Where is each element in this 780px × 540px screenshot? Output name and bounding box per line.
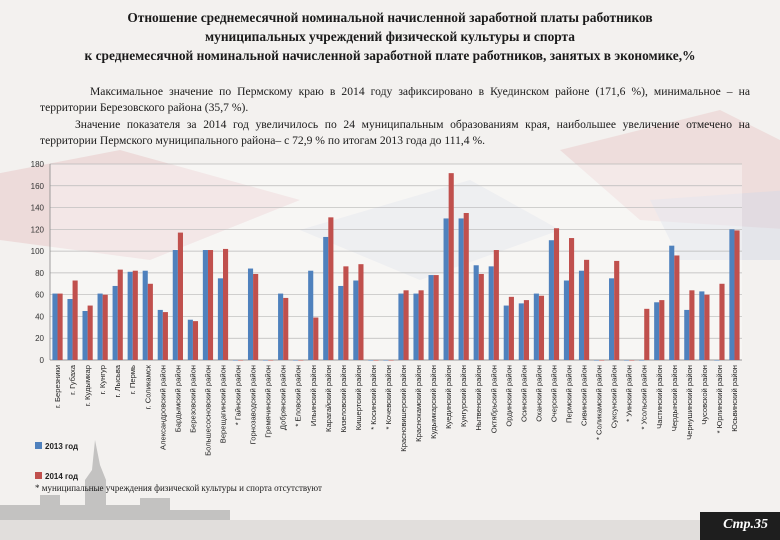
bar-2014 [148,284,153,360]
x-tick-label: г. Губаха [68,365,78,395]
bar-2014 [253,274,258,360]
bar-2013 [233,360,238,361]
x-tick-label: Краснокамский район [414,365,424,442]
bar-2013 [519,303,524,360]
bar-2014 [388,360,393,361]
bar-2014 [298,360,303,361]
x-tick-label: * Кочевский район [383,365,393,430]
x-tick-label: Сивинский район [579,365,589,427]
bar-2014 [163,312,168,360]
bar-2013 [278,294,283,360]
bar-2013 [158,310,163,360]
bar-2013 [549,240,554,360]
bar-2013 [699,291,704,360]
bar-2013 [113,286,118,360]
page-number-badge [700,512,780,540]
x-tick-label: Нытвенский район [474,365,484,431]
y-tick-label: 140 [30,203,44,213]
bar-2014 [449,173,454,360]
bar-2014 [208,250,213,360]
bar-2013 [293,360,298,361]
x-tick-label: Красновишерский район [399,365,409,452]
x-tick-label: г. Соликамск [143,365,153,410]
x-tick-label: г. Лысьва [113,365,123,398]
x-tick-label: Березовский район [188,365,198,433]
bar-chart [0,150,780,490]
x-tick-label: Горнозаводский район [248,365,258,445]
bar-2014 [464,213,469,360]
plot-area [50,164,742,360]
bar-2013 [564,281,569,360]
x-tick-label: * Усольский район [639,365,649,430]
bar-2013 [504,306,509,360]
bar-2014 [644,309,649,360]
bar-2014 [569,238,574,360]
x-tick-label: Добрянский район [278,365,288,431]
y-tick-label: 60 [35,290,44,300]
x-tick-label: Чернушинский район [684,365,694,440]
x-tick-label: Оханский район [534,365,544,422]
legend-label: 2013 год [45,442,79,451]
bar-2014 [358,264,363,360]
bar-2013 [338,286,343,360]
bar-2013 [143,271,148,360]
bar-2014 [479,274,484,360]
bar-2013 [398,294,403,360]
bar-2014 [133,271,138,360]
x-tick-label: Верещагинский район [218,365,228,444]
y-tick-label: 80 [35,268,44,278]
bar-2014 [434,275,439,360]
bar-2013 [308,271,313,360]
x-tick-label: Осинский район [519,365,529,422]
bar-2013 [248,269,253,360]
bar-2013 [594,360,599,361]
bar-2013 [609,278,614,360]
x-tick-label: Суксунский район [609,365,619,429]
bar-2013 [534,294,539,360]
bar-2014 [58,294,63,360]
bar-2014 [404,290,409,360]
y-tick-label: 160 [30,181,44,191]
bar-2014 [629,360,634,361]
bar-2013 [624,360,629,361]
x-tick-label: г. Кунгур [98,365,108,395]
bar-2014 [283,298,288,360]
x-tick-label: Александровский район [158,365,168,450]
bar-2014 [524,300,529,360]
bar-2013 [729,229,734,360]
bar-2013 [128,272,133,360]
bar-2013 [579,271,584,360]
bar-2014 [599,360,604,361]
bar-2014 [118,270,123,360]
x-tick-label: Ильинский район [308,365,318,427]
legend-swatch [35,472,42,479]
bar-2014 [343,266,348,360]
x-tick-label: Юсьвинский район [729,365,739,432]
y-tick-label: 40 [35,312,44,322]
bar-2014 [193,321,198,360]
legend-label: 2014 год [45,472,79,481]
x-tick-label: Очерский район [549,365,559,423]
bar-2013 [428,275,433,360]
page-number: Стр.35 [723,517,768,532]
footnote: * муниципальные учреждения физической культуры и спорта отсутствуют [35,483,322,493]
bar-2014 [584,260,589,360]
bar-2014 [734,230,739,360]
bar-2013 [459,218,464,360]
x-tick-label: * Юрлинский район [714,365,724,434]
bar-2013 [52,294,57,360]
bar-2013 [323,237,328,360]
bar-2013 [173,250,178,360]
bar-2013 [684,310,689,360]
bar-2013 [67,299,72,360]
y-tick-label: 20 [35,334,44,344]
bar-2014 [689,290,694,360]
x-tick-label: г. Березники [53,365,63,409]
x-tick-label: Куединский район [444,365,454,429]
bar-2013 [489,266,494,360]
x-tick-label: Карагайский район [323,365,333,432]
x-tick-label: * Еловский район [293,365,303,427]
bar-2013 [669,246,674,360]
bar-2013 [203,250,208,360]
bar-2014 [539,296,544,360]
page-title: Отношение среднемесячной номинальной начисленной заработной платы работников муниципальных учреждений физической культуры и спорта к среднемесячной номинальной начисленной заработной плате работников, занятых в экономике,% [84,10,696,63]
bar-2014 [178,233,183,360]
x-tick-label: * Гайнский район [233,365,243,426]
bar-2013 [98,294,103,360]
bar-2013 [353,281,358,360]
x-tick-label: Кишертский район [353,365,363,431]
bar-2014 [509,297,514,360]
bar-2013 [639,360,644,361]
x-tick-label: * Уинский район [624,365,634,422]
x-tick-label: Гремячинский район [263,365,273,438]
bar-2014 [313,318,318,360]
x-tick-label: * Косинский район [368,365,378,430]
x-tick-label: Чусовской район [699,365,709,425]
y-tick-label: 100 [30,247,44,257]
bar-2014 [238,360,243,361]
bar-2013 [474,265,479,360]
x-tick-label: г. Пермь [128,365,138,395]
y-tick-label: 0 [39,356,44,365]
bar-2013 [82,311,87,360]
bar-2014 [704,295,709,360]
bar-2013 [654,302,659,360]
description-text [40,84,750,150]
bar-2014 [719,284,724,360]
bar-2014 [659,300,664,360]
y-tick-label: 180 [30,160,44,169]
x-tick-label: г. Кудымкар [83,365,93,407]
bar-2013 [368,360,373,361]
bar-2014 [674,255,679,360]
x-tick-label: * Соликамский район [594,365,604,441]
legend-swatch [35,442,42,449]
bar-2013 [218,278,223,360]
y-tick-label: 120 [30,225,44,235]
bar-2014 [223,249,228,360]
x-tick-label: Чердынский район [669,365,679,432]
bar-2014 [103,295,108,360]
x-tick-label: Октябрьский район [489,365,499,434]
bar-2013 [188,320,193,360]
bar-2014 [614,261,619,360]
x-tick-label: Частинский район [654,365,664,429]
bar-2013 [263,360,268,361]
x-tick-label: Ординский район [504,365,514,427]
bar-2014 [373,360,378,361]
bar-2014 [554,228,559,360]
x-tick-label: Кунгурский район [459,365,469,427]
bar-2013 [413,294,418,360]
bar-2014 [328,217,333,360]
bar-2014 [88,306,93,360]
x-tick-label: Пермский район [564,365,574,423]
x-tick-label: Кизеловский район [338,365,348,433]
bar-2014 [494,250,499,360]
description-paragraph-1: Максимальное значение по Пермскому краю в 2014 году зафиксировано в Куединском районе (171,6 %), минимальное – на территории Березовского района (35,7 %). [40,85,750,115]
x-tick-label: Большесосновский район [203,365,213,456]
bar-2014 [268,360,273,361]
bar-2013 [714,360,719,361]
bar-2014 [73,281,78,360]
x-tick-label: Бардымский район [173,365,183,433]
x-tick-label: Кудымкарский район [429,365,439,439]
bar-2014 [419,290,424,360]
bar-2013 [444,218,449,360]
description-paragraph-2: Значение показателя за 2014 год увеличилось по 24 муниципальным образованиям края, наибольшее увеличение отмечено на территории Пермского муниципального района– с 72,9 % по итогам 2013 года до 111,4 %. [40,117,750,148]
bar-2013 [383,360,388,361]
